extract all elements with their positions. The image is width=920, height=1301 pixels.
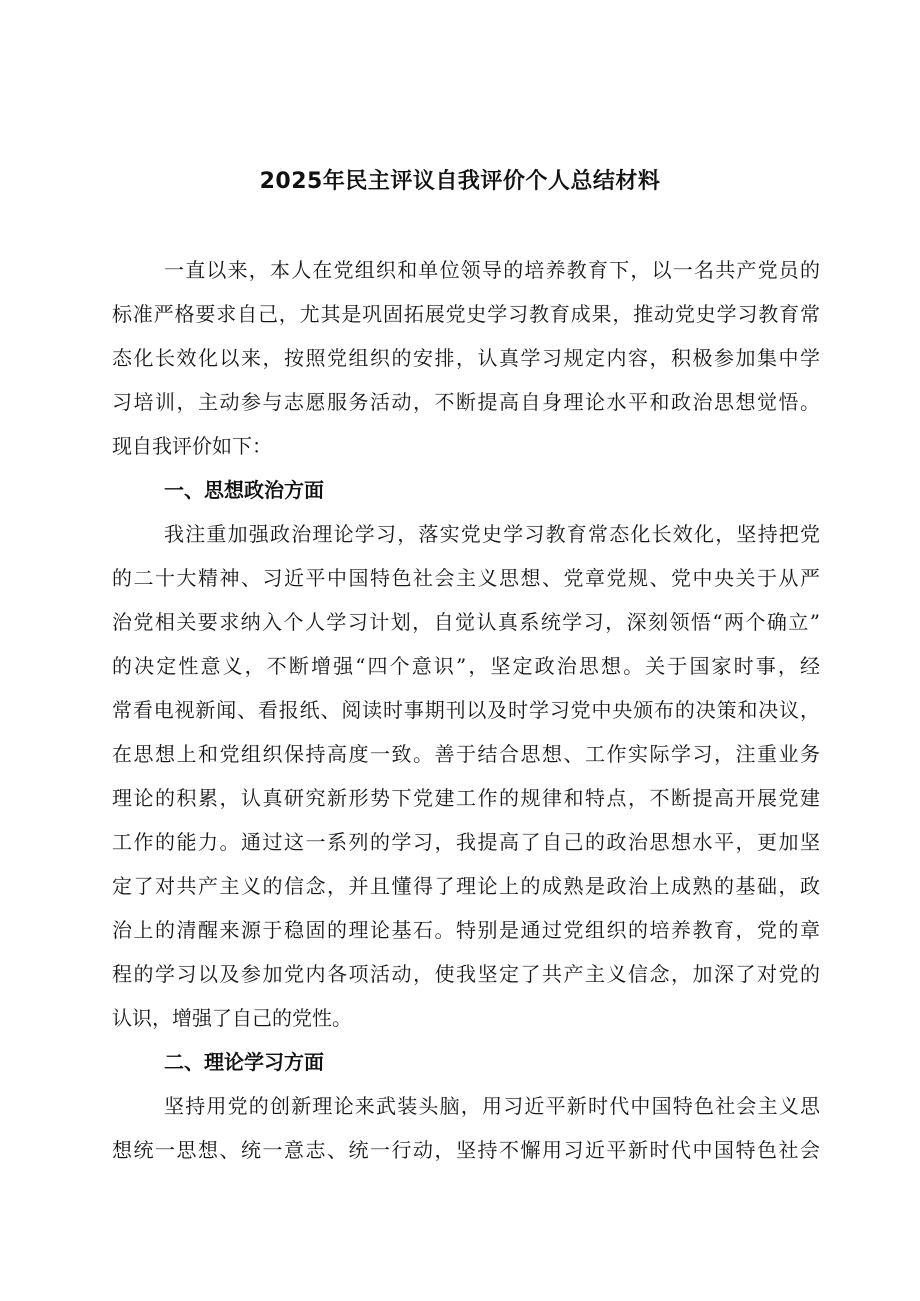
section-heading: 二、理论学习方面 [164,1050,324,1074]
section-line: 治上的清醒来源于稳固的理论基石。特别是通过党组织的培养教育，党的章 [112,918,820,942]
section-line: 我注重加强政治理论学习，落实党史学习教育常态化长效化，坚持把党 [164,522,820,546]
section-heading: 一、思想政治方面 [164,478,324,502]
section-line: 定了对共产主义的信念，并且懂得了理论上的成熟是政治上成熟的基础，政 [112,874,820,898]
document-title: 2025年民主评议自我评价个人总结材料 [259,169,661,194]
intro-line: 习培训，主动参与志愿服务活动，不断提高自身理论水平和政治思想觉悟。 [112,390,820,414]
intro-line: 现自我评价如下： [112,434,272,458]
section-line: 理论的积累，认真研究新形势下党建工作的规律和特点，不断提高开展党建 [112,786,820,810]
intro-line: 标准严格要求自己，尤其是巩固拓展党史学习教育成果，推动党史学习教育常 [112,302,820,326]
section-line: 坚持用党的创新理论来武装头脑，用习近平新时代中国特色社会主义思 [164,1094,820,1118]
section-line: 治党相关要求纳入个人学习计划，自觉认真系统学习，深刻领悟“两个确立” [112,610,820,634]
section-line: 在思想上和党组织保持高度一致。善于结合思想、工作实际学习，注重业务 [112,742,820,766]
section-line: 想统一思想、统一意志、统一行动，坚持不懈用习近平新时代中国特色社会 [112,1138,820,1162]
section-line: 的决定性意义，不断增强“四个意识”，坚定政治思想。关于国家时事，经 [112,654,820,678]
section-line: 的二十大精神、习近平中国特色社会主义思想、党章党规、党中央关于从严 [112,566,820,590]
section-line: 常看电视新闻、看报纸、阅读时事期刊以及时学习党中央颁布的决策和决议， [112,698,820,722]
section-line: 认识，增强了自己的党性。 [112,1006,352,1030]
intro-line: 一直以来，本人在党组织和单位领导的培养教育下，以一名共产党员的 [164,258,820,282]
section-line: 程的学习以及参加党内各项活动，使我坚定了共产主义信念，加深了对党的 [112,962,820,986]
section-line: 工作的能力。通过这一系列的学习，我提高了自己的政治思想水平，更加坚 [112,830,820,854]
intro-line: 态化长效化以来，按照党组织的安排，认真学习规定内容，积极参加集中学 [112,346,820,370]
